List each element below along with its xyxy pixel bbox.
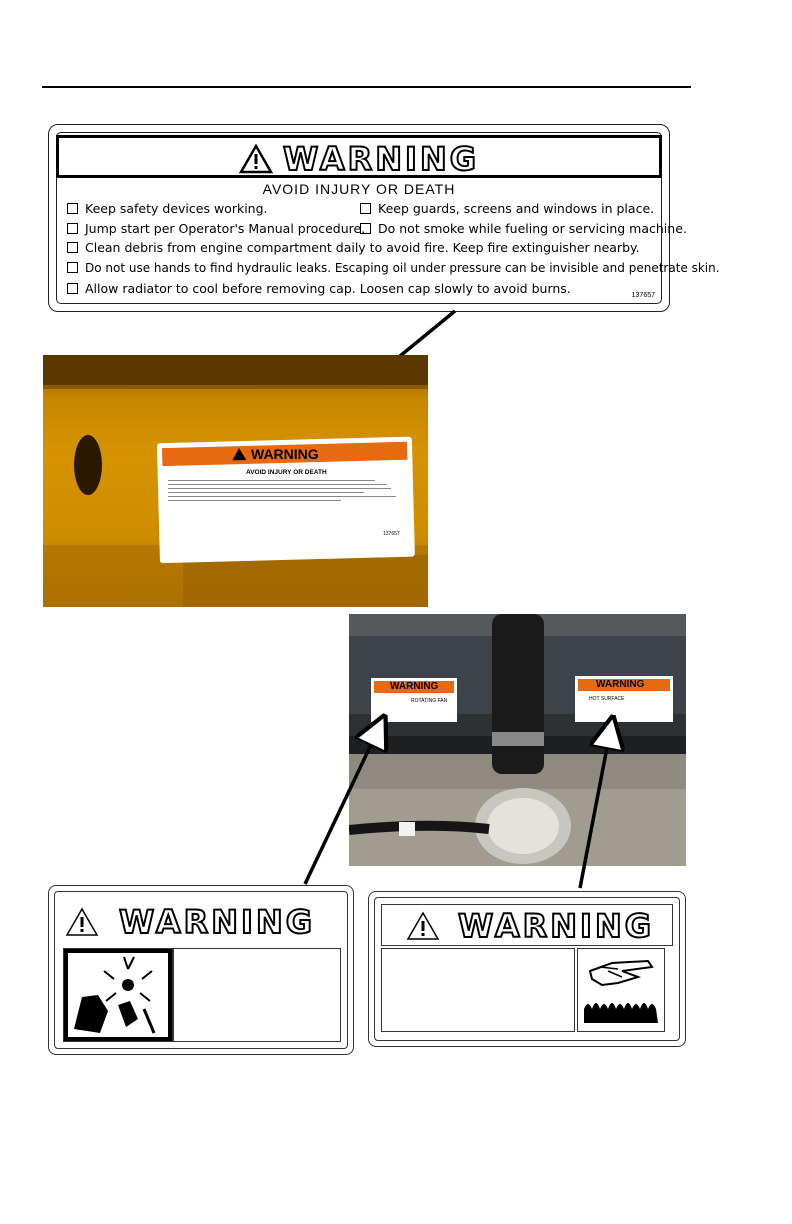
arrow-to-fan-label	[305, 730, 378, 884]
photo1-warning-text: WARNING	[251, 446, 319, 462]
warning-heading: WARNING	[65, 903, 315, 941]
decal-item: Do not use hands to find hydraulic leaks. Escaping oil under pressure can be invisible and penetrate skin.	[67, 261, 720, 275]
warning-banner	[381, 904, 673, 946]
warning-heading: WARNING	[406, 907, 654, 945]
decal-item: Clean debris from engine compartment daily to avoid fire. Keep fire extinguisher nearby.	[67, 240, 640, 255]
hot-label-caption: HOT SURFACE	[589, 696, 625, 702]
rotating-fan-hazard-icon	[64, 949, 172, 1041]
fan-decal-text-area	[173, 948, 341, 1042]
warning-heading: WARNING	[239, 140, 479, 178]
hot-label-warning: WARNING	[596, 679, 645, 690]
hot-hazard-pictogram-box	[577, 948, 665, 1032]
warning-banner	[63, 898, 341, 944]
decal-item: Keep guards, screens and windows in place.	[360, 201, 654, 216]
decal-subtitle: AVOID INJURY OR DEATH	[262, 181, 456, 197]
photo1-subtitle: AVOID INJURY OR DEATH	[246, 469, 327, 476]
fan-label-warning: WARNING	[390, 681, 439, 692]
decal-item: Do not smoke while fueling or servicing machine.	[360, 221, 687, 236]
photo1-code: 137657	[383, 531, 400, 537]
decal-item: Jump start per Operator's Manual procedure.	[67, 221, 365, 236]
hot-decal-text-area	[381, 948, 575, 1032]
decal-item: Keep safety devices working.	[67, 201, 268, 216]
fan-hazard-pictogram-box	[63, 948, 173, 1042]
decal-item: Allow radiator to cool before removing cap. Loosen cap slowly to avoid burns.	[67, 281, 571, 296]
decal-part-number: 137657	[631, 292, 655, 299]
fan-label-caption: ROTATING FAN	[411, 698, 448, 704]
hot-surface-hazard-icon	[578, 949, 664, 1031]
arrow-to-hot-label	[580, 732, 610, 888]
hot-surface-decal	[368, 891, 686, 1047]
rotating-fan-decal	[48, 885, 354, 1055]
warning-triangle-icon	[406, 911, 440, 941]
warning-triangle-icon	[65, 907, 99, 937]
